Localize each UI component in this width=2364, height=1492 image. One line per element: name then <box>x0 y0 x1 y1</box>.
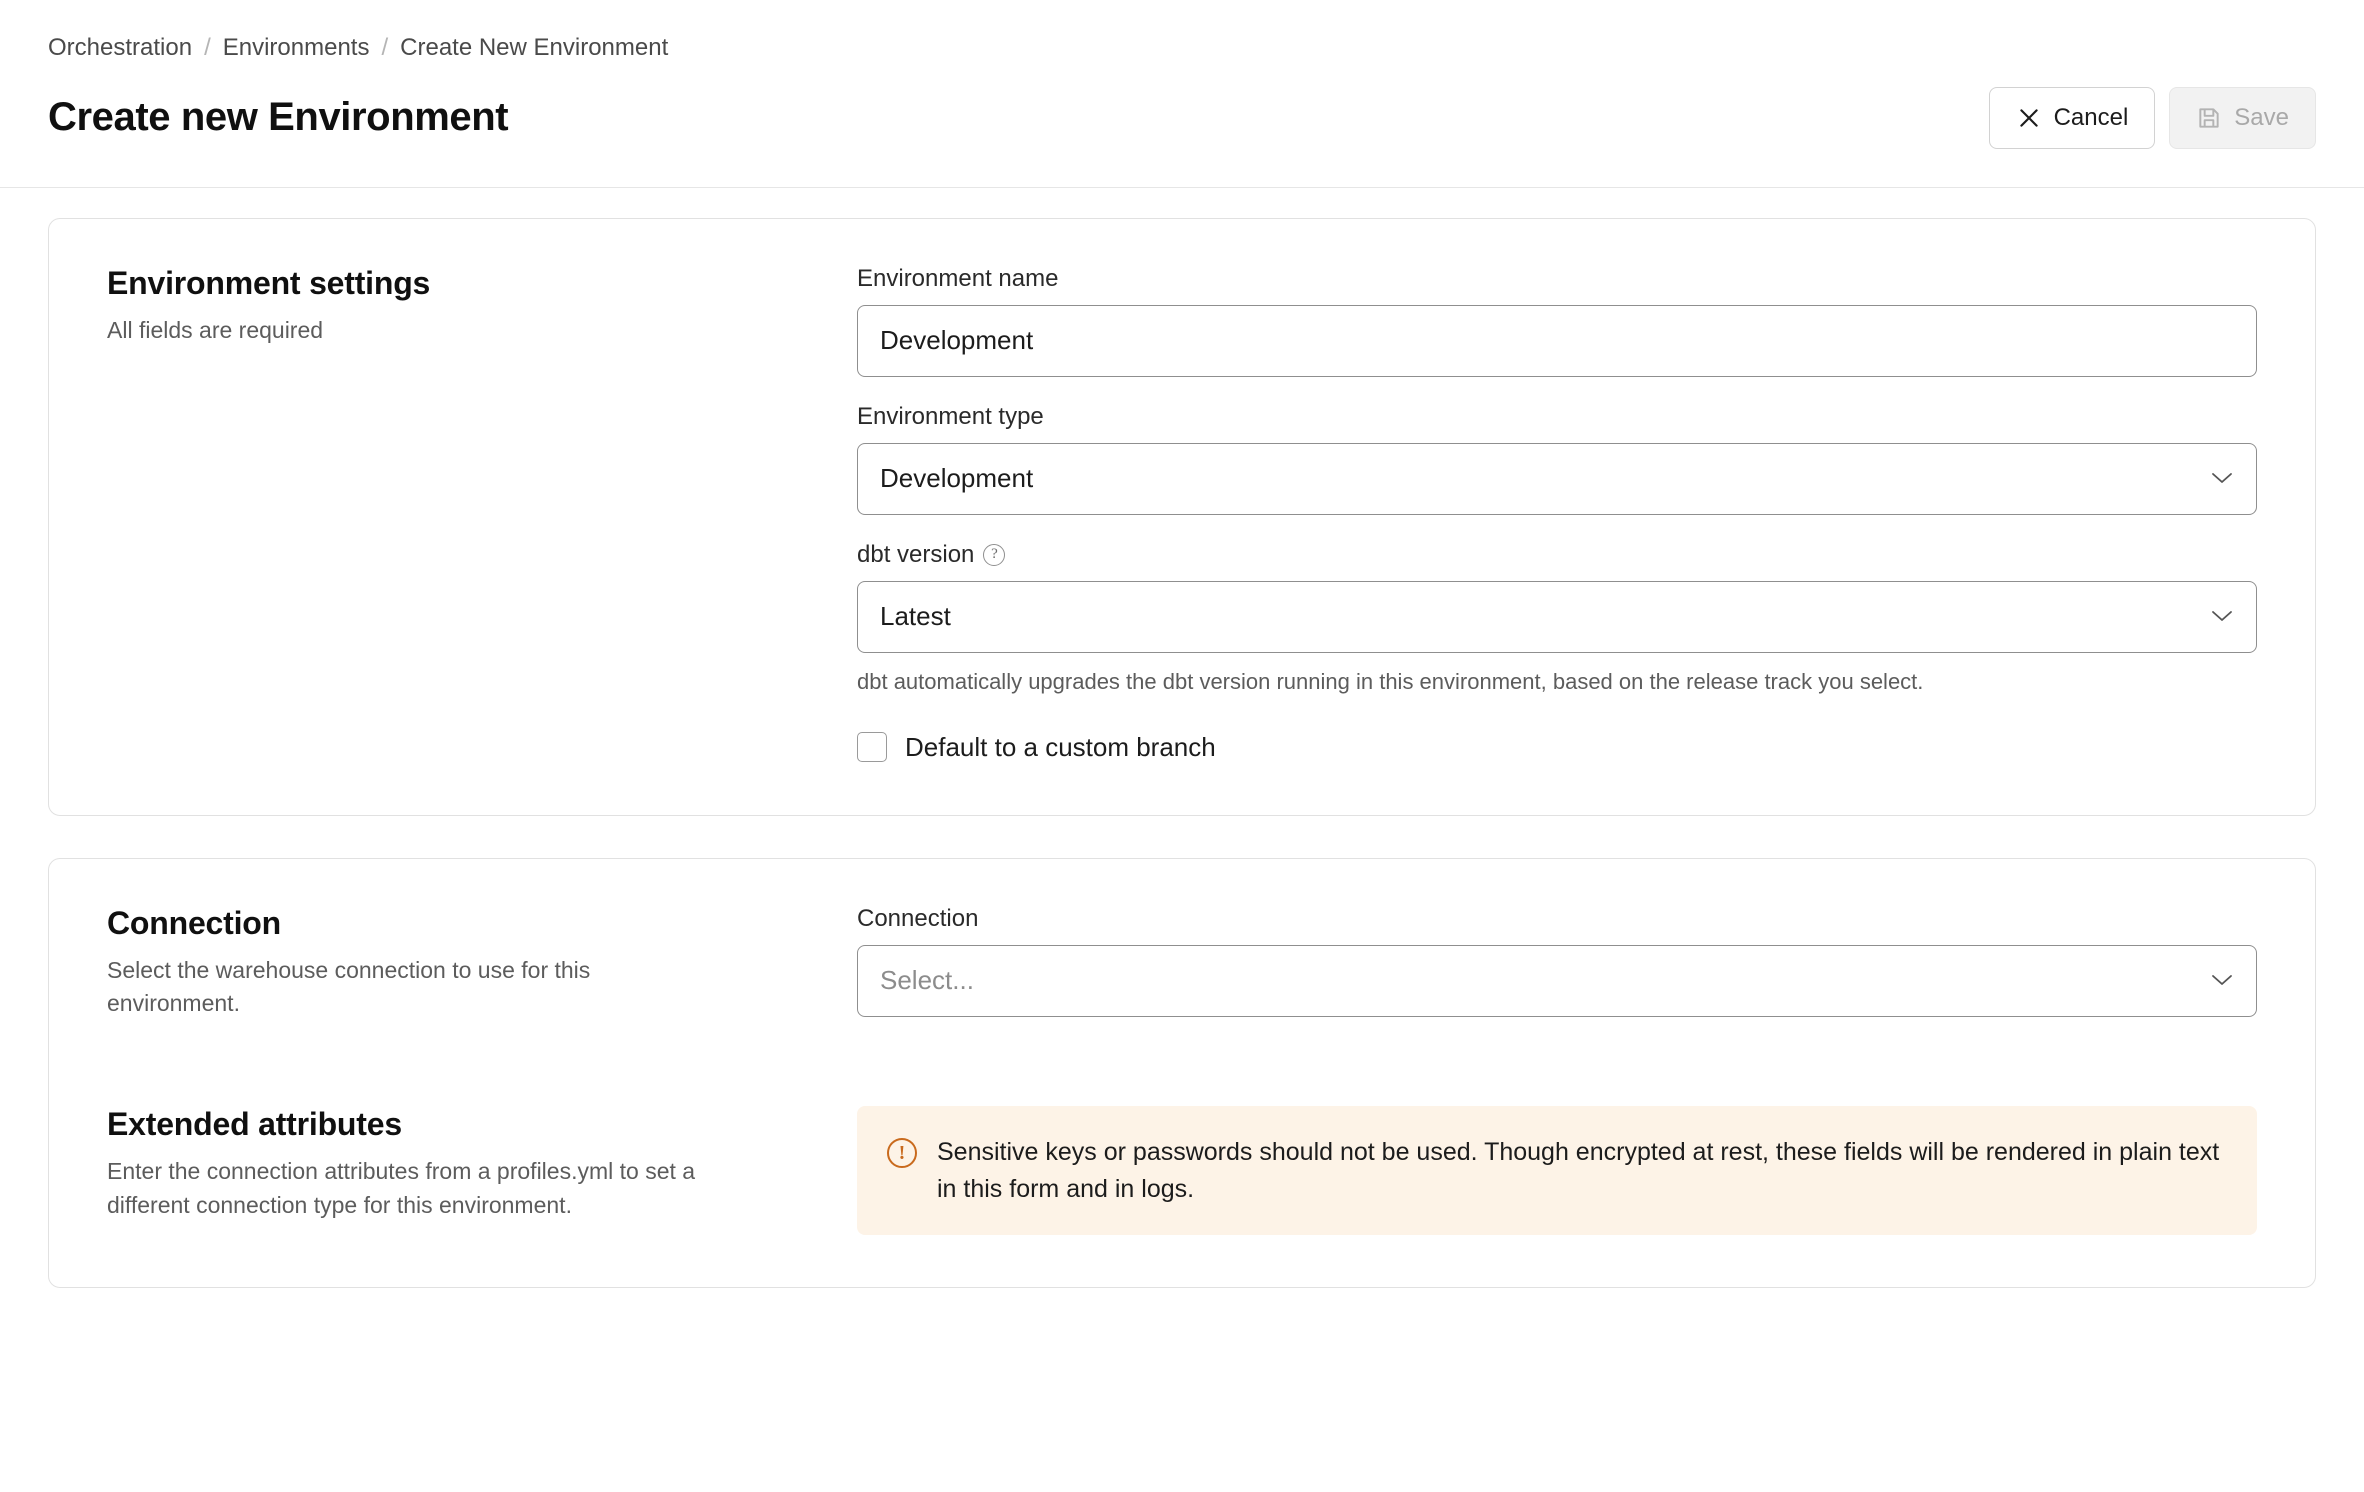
connection-placeholder: Select... <box>880 965 974 996</box>
page-content <box>0 188 2364 1370</box>
breadcrumb-item-orchestration[interactable]: Orchestration <box>48 34 193 61</box>
dbt-version-select[interactable] <box>857 581 2257 653</box>
extended-attributes-description: Enter the connection attributes from a profiles.yml to set a different connection type for this environment. <box>107 1158 696 1218</box>
connection-info <box>107 905 797 1021</box>
breadcrumb-separator: / <box>381 34 389 61</box>
sensitive-keys-warning <box>857 1106 2257 1235</box>
cancel-button[interactable] <box>1989 87 2156 149</box>
environment-name-label: Environment name <box>857 264 1059 292</box>
page-header <box>0 0 2364 188</box>
custom-branch-label: Default to a custom branch <box>905 731 1216 762</box>
chevron-down-icon <box>2210 971 2234 991</box>
environment-name-input[interactable] <box>857 305 2257 377</box>
header-actions <box>1989 87 2316 149</box>
chevron-down-icon <box>2210 607 2234 627</box>
save-disk-icon <box>2196 105 2222 131</box>
extended-attributes-title: Extended attributes <box>107 1106 402 1143</box>
close-icon <box>2016 105 2042 131</box>
help-circle-icon[interactable]: ? <box>983 544 1005 566</box>
breadcrumb-separator: / <box>204 34 211 61</box>
breadcrumb <box>48 34 2316 63</box>
sensitive-keys-warning-text: Sensitive keys or passwords should not be used. Though encrypted at rest, these fields will be rendered in plain text in this form and in logs. <box>937 1138 2220 1203</box>
page-title: Create new Environment <box>48 95 509 140</box>
environment-name-value: Development <box>880 325 1034 356</box>
chevron-down-icon <box>2210 469 2234 489</box>
environment-settings-title: Environment settings <box>107 264 431 301</box>
save-button-label: Save <box>2234 103 2289 131</box>
environment-settings-card <box>48 218 2316 816</box>
connection-select[interactable] <box>857 945 2257 1017</box>
custom-branch-row[interactable] <box>857 732 2257 763</box>
extended-attributes-section <box>107 1106 2257 1235</box>
connection-card <box>48 858 2316 1288</box>
breadcrumb-item-create-new-environment: Create New Environment <box>400 34 669 61</box>
environment-type-field <box>857 403 2257 515</box>
dbt-version-hint: dbt automatically upgrades the dbt version running in this environment, based on the release track you select. <box>857 668 1924 694</box>
connection-title: Connection <box>107 904 281 941</box>
save-button[interactable] <box>2169 87 2316 149</box>
extended-attributes-content <box>857 1106 2257 1235</box>
dbt-version-value: Latest <box>880 601 951 632</box>
environment-settings-description: All fields are required <box>107 316 324 343</box>
environment-settings-fields <box>857 265 2257 763</box>
dbt-version-label-text: dbt version <box>857 540 975 568</box>
environment-settings-info <box>107 265 797 763</box>
connection-section <box>107 905 2257 1021</box>
title-row <box>48 63 2316 187</box>
warning-circle-icon: ! <box>887 1138 917 1168</box>
dbt-version-field <box>857 541 2257 698</box>
environment-name-field <box>857 265 2257 377</box>
environment-type-value: Development <box>880 463 1034 494</box>
breadcrumb-item-environments[interactable]: Environments <box>222 34 370 61</box>
dbt-version-label <box>857 541 2257 569</box>
environment-type-select[interactable] <box>857 443 2257 515</box>
connection-description: Select the warehouse connection to use for this environment. <box>107 956 591 1016</box>
connection-fields <box>857 905 2257 1021</box>
connection-label: Connection <box>857 904 979 932</box>
cancel-button-label: Cancel <box>2053 103 2129 131</box>
custom-branch-checkbox[interactable] <box>857 732 887 762</box>
connection-field <box>857 905 2257 1017</box>
extended-attributes-info <box>107 1106 797 1235</box>
environment-type-label: Environment type <box>857 402 1044 430</box>
